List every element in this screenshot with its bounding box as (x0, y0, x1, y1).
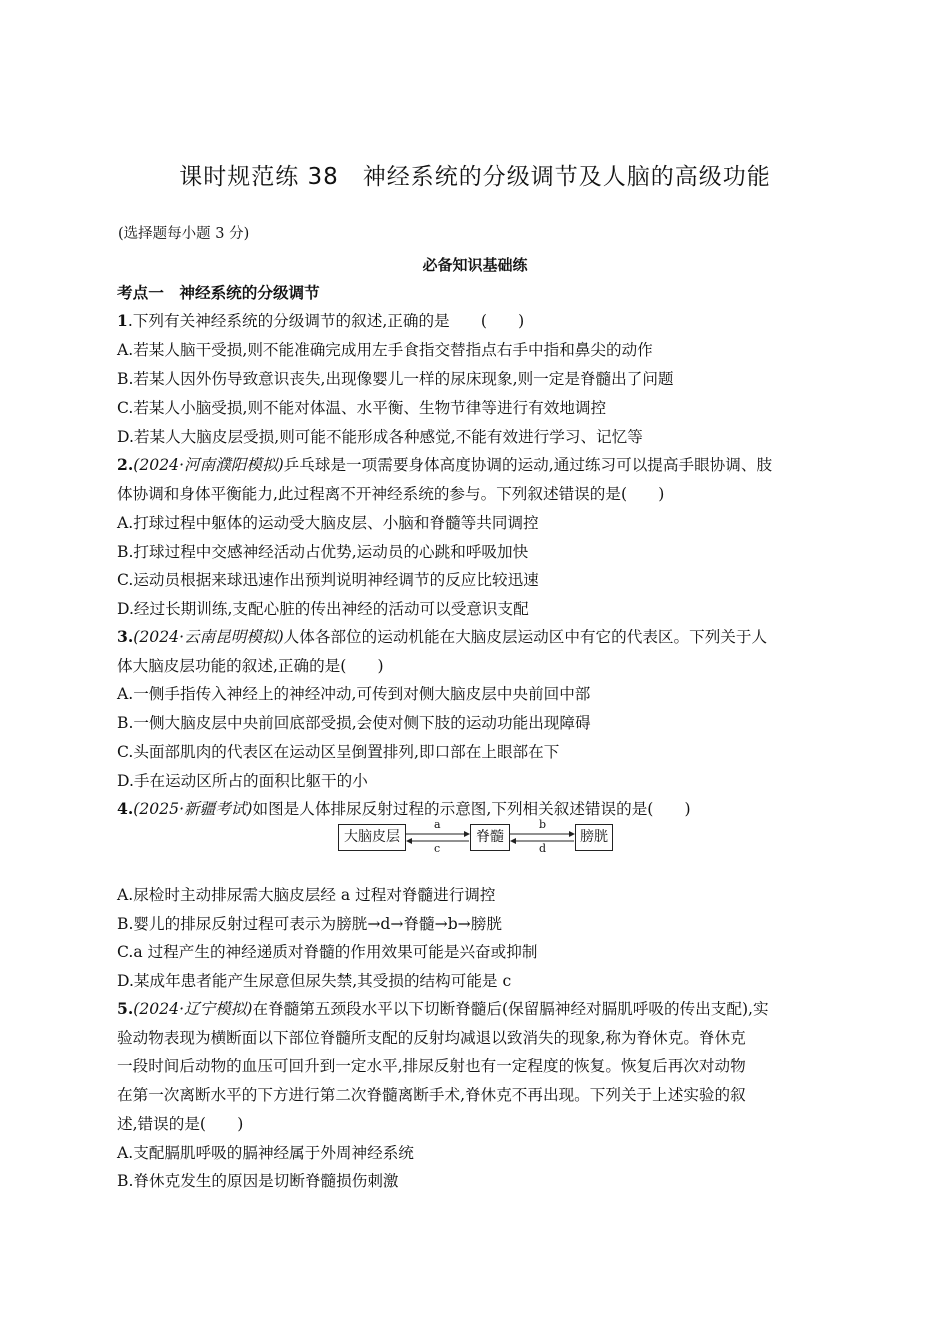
question-5-stem-cont-1: 验动物表现为横断面以下部位脊髓所支配的反射均减退以致消失的现象,称为脊休克。脊休克 (117, 1029, 746, 1047)
question-4-stem: 4.(2025·新疆考试)如图是人体排尿反射过程的示意图,下列相关叙述错误的是( ) (117, 799, 691, 818)
box-bladder: 膀胱 (575, 824, 613, 851)
question-5-stem-cont-4: 述,错误的是( ) (117, 1115, 244, 1133)
question-text: 人体各部位的运动机能在大脑皮层运动区中有它的代表区。下列关于人 (283, 628, 768, 646)
q3-option-b: B.一侧大脑皮层中央前回底部受损,会使对侧下肢的运动功能出现障碍 (117, 714, 591, 732)
question-5-stem: 5.(2024·辽宁模拟)在脊髓第五颈段水平以下切断脊髓后(保留膈神经对膈肌呼吸的传出支配),实 (117, 999, 769, 1018)
question-source: (2025·新疆考试) (133, 800, 253, 818)
q5-option-b: B.脊休克发生的原因是切断脊髓损伤刺激 (117, 1172, 399, 1190)
score-note: (选择题每小题 3 分) (118, 226, 250, 242)
question-text: .下列有关神经系统的分级调节的叙述,正确的是 ( ) (127, 312, 525, 330)
label-b: b (539, 818, 547, 831)
q3-option-c: C.头面部肌肉的代表区在运动区呈倒置排列,即口部在上眼部在下 (117, 743, 560, 761)
q3-option-d: D.手在运动区所占的面积比躯干的小 (117, 772, 368, 790)
q1-option-c: C.若某人小脑受损,则不能对体温、水平衡、生物节律等进行有效地调控 (117, 399, 607, 417)
question-number: 3 (117, 627, 128, 646)
q2-option-b: B.打球过程中交感神经活动占优势,运动员的心跳和呼吸加快 (117, 543, 529, 561)
box-spinal-cord: 脊髓 (470, 824, 510, 851)
question-2-stem-cont: 体协调和身体平衡能力,此过程离不开神经系统的参与。下列叙述错误的是( ) (117, 485, 665, 503)
question-1-stem (117, 309, 524, 331)
question-number: 4 (117, 799, 128, 818)
question-text: 在脊髓第五颈段水平以下切断脊髓后(保留膈神经对膈肌呼吸的传出支配),实 (252, 1000, 769, 1018)
question-3-stem-cont: 体大脑皮层功能的叙述,正确的是( ) (117, 657, 384, 675)
q4-option-c: C.a 过程产生的神经递质对脊髓的作用效果可能是兴奋或抑制 (117, 943, 538, 961)
section-heading: 必备知识基础练 (422, 256, 528, 274)
question-5-stem-cont-2: 一段时间后动物的血压可回升到一定水平,排尿反射也有一定程度的恢复。恢复后再次对动物 (117, 1057, 746, 1075)
question-number: 1 (117, 311, 128, 330)
question-number: 5 (117, 999, 128, 1018)
diagram-arrows (335, 820, 615, 856)
question-number: 2 (117, 455, 128, 474)
q1-option-d: D.若某人大脑皮层受损,则可能不能形成各种感觉,不能有效进行学习、记忆等 (117, 428, 643, 446)
q1-option-b: B.若某人因外伤导致意识丧失,出现像婴儿一样的尿床现象,则一定是脊髓出了问题 (117, 370, 674, 388)
q2-option-a: A.打球过程中躯体的运动受大脑皮层、小脑和脊髓等共同调控 (117, 514, 539, 532)
question-source: (2024·云南昆明模拟) (133, 628, 284, 646)
q4-option-b: B.婴儿的排尿反射过程可表示为膀胱→d→脊髓→b→膀胱 (117, 915, 502, 933)
q1-option-a: A.若某人脑干受损,则不能准确完成用左手食指交替指点右手中指和鼻尖的动作 (117, 341, 653, 359)
label-a: a (434, 818, 441, 831)
q5-option-a: A.支配膈肌呼吸的膈神经属于外周神经系统 (117, 1144, 414, 1162)
q2-option-d: D.经过长期训练,支配心脏的传出神经的活动可以受意识支配 (117, 600, 529, 618)
question-source: (2024·河南濮阳模拟) (133, 456, 284, 474)
reflex-diagram (335, 820, 615, 856)
kaodian-heading: 考点一 神经系统的分级调节 (117, 283, 320, 302)
question-5-stem-cont-3: 在第一次离断水平的下方进行第二次脊髓离断手术,脊休克不再出现。下列关于上述实验的叙 (117, 1086, 746, 1104)
question-source: (2024·辽宁模拟) (133, 1000, 253, 1018)
question-text: 乒乓球是一项需要身体高度协调的运动,通过练习可以提高手眼协调、肢 (283, 456, 773, 474)
label-c: c (434, 842, 441, 855)
q3-option-a: A.一侧手指传入神经上的神经冲动,可传到对侧大脑皮层中央前回中部 (117, 685, 591, 703)
q4-option-a: A.尿检时主动排尿需大脑皮层经 a 过程对脊髓进行调控 (117, 886, 496, 904)
question-3-stem: 3.(2024·云南昆明模拟)人体各部位的运动机能在大脑皮层运动区中有它的代表区。下列关于人 (117, 627, 768, 646)
q2-option-c: C.运动员根据来球迅速作出预判说明神经调节的反应比较迅速 (117, 571, 539, 589)
q4-option-d: D.某成年患者能产生尿意但尿失禁,其受损的结构可能是 c (117, 972, 512, 990)
label-d: d (539, 842, 547, 855)
page-title: 课时规范练 38 神经系统的分级调节及人脑的高级功能 (179, 164, 771, 190)
question-text: 如图是人体排尿反射过程的示意图,下列相关叙述错误的是( ) (252, 800, 691, 818)
box-cerebral-cortex: 大脑皮层 (338, 824, 406, 851)
question-2-stem: 2.(2024·河南濮阳模拟)乒乓球是一项需要身体高度协调的运动,通过练习可以提高手眼协调、肢 (117, 455, 773, 474)
